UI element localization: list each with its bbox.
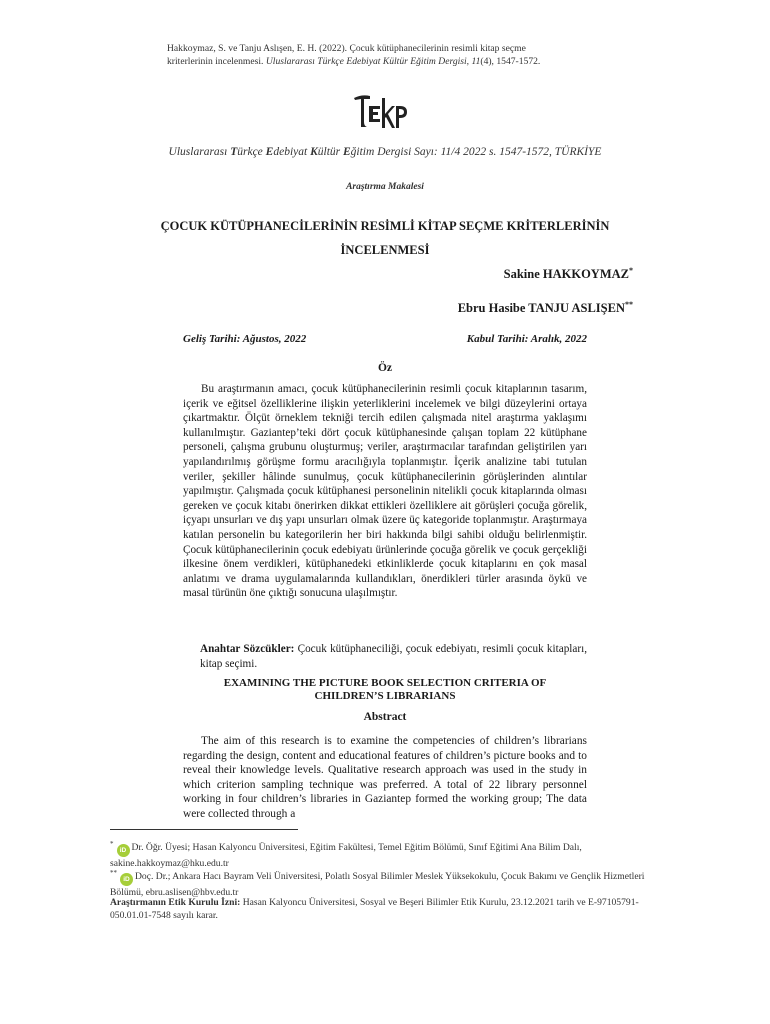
ethics-text: Hasan Kalyoncu Üniversitesi, Sosyal ve Beşeri Bilimler Etik Kurulu, 23.12.2021 tarih ve E-97105791-050.01.01-7548 sayılı karar. — [110, 897, 639, 921]
keywords-label: Anahtar Sözcükler: — [200, 643, 295, 655]
footnote-ethics — [110, 896, 660, 922]
footnote-1 — [110, 838, 660, 870]
oz-heading: Öz — [377, 362, 393, 374]
journal-name-part: Dergisi Sayı: 11/4 2022 s. 1547-1572, TÜRKİYE — [377, 146, 602, 158]
orcid-icon[interactable]: iD — [117, 844, 130, 857]
journal-name-part: T — [230, 146, 238, 158]
title-en-line1: EXAMINING THE PICTURE BOOK SELECTION CRITERIA OF — [223, 677, 547, 689]
title-tr-line1: ÇOCUK KÜTÜPHANECİLERİNİN RESİMLİ KİTAP SEÇME KRİTERLERİNİN — [160, 219, 610, 233]
article-title-en — [183, 677, 587, 703]
journal-name — [100, 146, 670, 158]
footnote-2 — [110, 867, 660, 899]
author-1 — [504, 266, 633, 282]
journal-name-part: ürkçe — [237, 146, 266, 158]
keywords — [200, 642, 587, 671]
keywords-text: Çocuk kütüphaneciliği, çocuk edebiyatı, resimli çocuk kitapları, kitap seçimi. — [200, 643, 587, 670]
author-1-name: Sakine HAKKOYMAZ — [503, 267, 629, 282]
citation-line2: kriterlerinin incelenmesi. — [167, 56, 266, 67]
footnote-2-text: Doç. Dr.; Ankara Hacı Bayram Veli Üniversitesi, Polatlı Sosyal Bilimler Meslek Yüksekokulu, Çocuk Bakımı ve Gençlik Hizmetleri Bölümü, ebru.aslisen@hbv.edu.tr — [110, 871, 645, 899]
footnote-1-text: Dr. Öğr. Üyesi; Hasan Kalyoncu Üniversitesi, Eğitim Fakültesi, Temel Eğitim Bölümü, Sınıf Eğitimi Ana Bilim Dalı, sakine.hakkoymaz@hku.edu.tr — [110, 842, 582, 870]
oz-text: Bu araştırmanın amacı, çocuk kütüphanecilerinin resimli çocuk kitaplarının tasarım, içerik ve eğitsel özelliklerine ilişkin yeterliklerini incelemek ve bilgi düzeylerini ortaya çıkartmaktır. Ölçüt örneklem tekniği tercih edilen çalışmada nitel araştırma yaklaşımı kullanılmıştır. Gaziantep’teki dört çocuk kütüphanesinde çalışan toplam 22 kütüphane personeli, çalışma grubunu oluşturmuş; veriler, araştırmacılar tarafından geliştirilen yarı yapılandırılmış görüşme formu aracılığıyla toplanmıştır. İçerik analizine tabi tutulan veriler, şekiller hâlinde sunulmuş, çocuk kütüphanecilerinin görüşlerinden alıntılar yapılmıştır. Çalışmada çocuk kütüphanesi personelinin nitelikli çocuk kitaplarında olması gereken ve çocuk kitabı önerirken dikkat ettikleri özelliklere ait görüşleri çocuğa görelik, içyapı unsurları ve dış yapı unsurları olmak üzere üç kategoride toplanmıştır. Araştırmaya katılan personelin bu kategorilerin her biri hakkında bilgi sahibi olduğu belirlenmiştir. Çocuk kütüphanecilerinin çocuk edebiyatı ürünlerinde çocuğa görelik ve çocuk gerçekliği ilkesine önem verdikleri, kütüphanedeki etkinliklerde çocuk kitaplarını en çok masal anlatımı ve drama uygulamalarında kullandıkları, önerdikleri türler arasında öykü ve masal türünün öne çıktığı sonucuna ulaşılmıştır. — [183, 383, 587, 600]
abstract-text: The aim of this research is to examine the competencies of children’s librarians regarding the design, content and educational features of children’s picture books and to reveal their knowledge levels. Qualitative research approach was used in the study in which criterion sampling technique was preferred. A total of 22 library personnel working in four children’s libraries in Gaziantep formed the working group; The data were collected through a — [183, 735, 587, 820]
footnote-1-mark: * — [110, 840, 114, 848]
footnote-divider — [110, 829, 298, 830]
abstract-heading: Abstract — [363, 711, 407, 723]
accepted-date: Kabul Tarihi: Aralık, 2022 — [466, 333, 587, 345]
citation — [167, 42, 607, 68]
journal-name-part: debiyat — [273, 146, 311, 158]
citation-journal: Uluslararası Türkçe Edebiyat Kültür Eğitim Dergisi, 11 — [265, 56, 481, 67]
author-2 — [458, 300, 633, 316]
author-1-mark: * — [629, 266, 633, 275]
article-title-tr — [100, 214, 670, 262]
journal-name-part: E — [343, 146, 351, 158]
title-en-line2: CHILDREN’S LIBRARIANS — [314, 690, 456, 702]
article-type: Araştırma Makalesi — [346, 182, 424, 192]
footnote-2-mark: ** — [110, 869, 117, 877]
citation-line1: Hakkoymaz, S. ve Tanju Aslışen, E. H. (2022). Çocuk kütüphanecilerinin resimli kitap seçme — [167, 43, 526, 54]
author-2-name: Ebru Hasibe TANJU ASLIŞEN — [457, 301, 625, 316]
journal-name-part: K — [310, 146, 318, 158]
ethics-label: Araştırmanın Etik Kurulu İzni: — [110, 897, 241, 908]
orcid-icon[interactable]: iD — [120, 873, 133, 886]
author-2-mark: ** — [625, 300, 633, 309]
journal-name-part: ültür — [317, 146, 343, 158]
journal-name-part: Uluslararası — [168, 146, 231, 158]
journal-name-part: ğitim — [350, 146, 378, 158]
journal-name-part: E — [265, 146, 274, 158]
citation-issue: (4), 1547-1572. — [480, 56, 541, 67]
title-tr-line2: İNCELENMESİ — [340, 243, 430, 257]
journal-logo-icon — [352, 92, 408, 132]
dates-row — [183, 333, 587, 345]
received-date: Geliş Tarihi: Ağustos, 2022 — [183, 333, 307, 345]
